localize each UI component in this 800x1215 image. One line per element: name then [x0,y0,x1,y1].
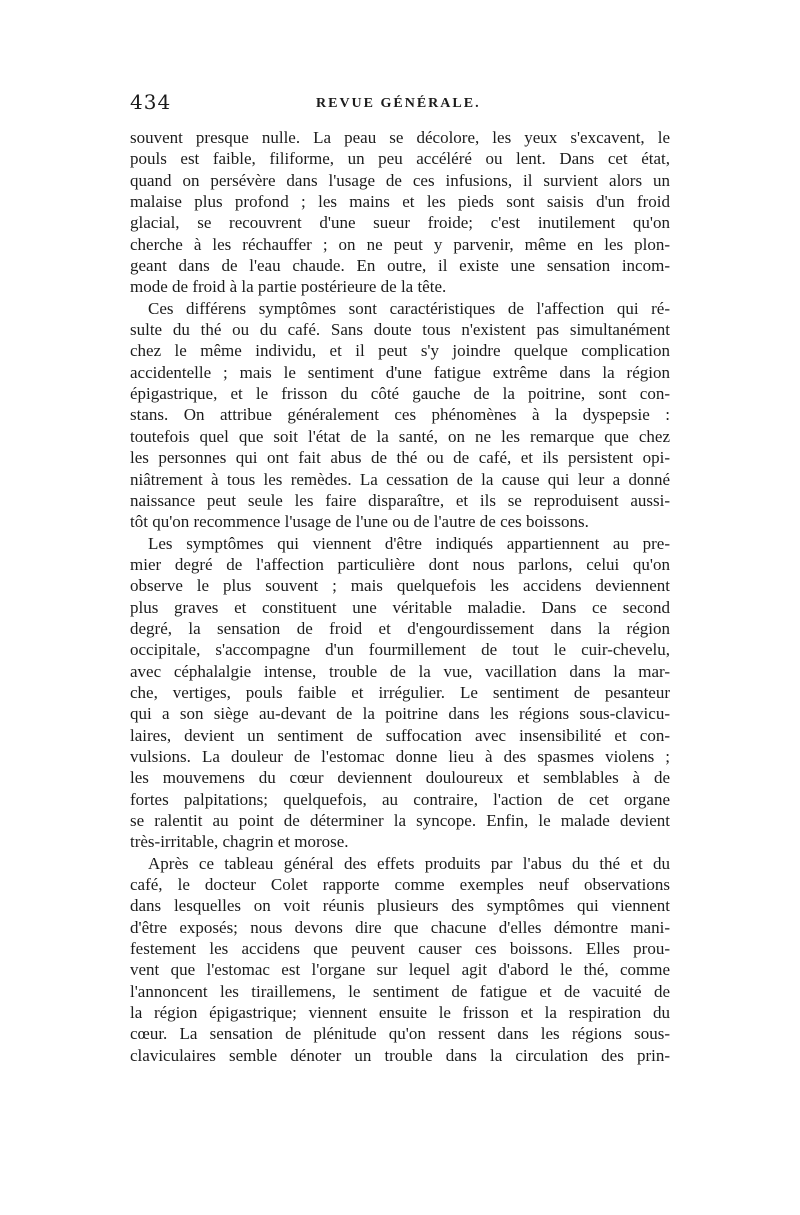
text-line: toutefois quel que soit l'état de la santé, on ne les remarque que chez [130,426,670,446]
text-line: épigastrique, et le frisson du côté gauche de la poitrine, sont con- [130,384,670,404]
text-line: chez le même individu, et il peut s'y joindre quelque complication [130,341,670,361]
text-line: Après ce tableau général des effets produits par l'abus du thé et du [148,853,670,873]
text-line: vulsions. La douleur de l'estomac donne lieu à des spasmes violens ; [130,746,670,766]
text-line: vent que l'estomac est l'organe sur lequel agit d'abord le thé, comme [130,960,670,980]
text-line: café, le docteur Colet rapporte comme exemples neuf observations [130,875,670,895]
text-line: quand on persévère dans l'usage de ces infusions, il survient alors un [130,170,670,190]
text-line: degré, la sensation de froid et d'engourdissement dans la région [130,618,670,638]
text-line: avec céphalalgie intense, trouble de la vue, vacillation dans la mar- [130,661,670,681]
text-line: Les symptômes qui viennent d'être indiqués appartiennent au pre- [148,533,670,553]
body-text [130,127,670,1066]
text-line: la région épigastrique; viennent ensuite le frisson et la respiration du [130,1003,670,1023]
text-line: d'être exposés; nous devons dire que chacune d'elles démontre mani- [130,917,670,937]
text-line: les personnes qui ont fait abus de thé ou de café, et ils persistent opi- [130,448,670,468]
text-line: cœur. La sensation de plénitude qu'on ressent dans les régions sous- [130,1024,670,1044]
page-header [130,90,670,130]
text-line: che, vertiges, pouls faible et irrégulier. Le sentiment de pesanteur [130,682,670,702]
text-line: cherche à les réchauffer ; on ne peut y parvenir, même en les plon- [130,234,670,254]
text-line: Ces différens symptômes sont caractéristiques de l'affection qui ré- [148,298,670,318]
text-line: glacial, se recouvrent d'une sueur froide; c'est inutilement qu'on [130,213,670,233]
text-line: mier degré de l'affection particulière dont nous parlons, celui qu'on [130,554,670,574]
text-line: observe le plus souvent ; mais quelquefois les accidens deviennent [130,576,670,596]
text-line: naissance peut seule les faire disparaître, et ils se reproduisent aussi- [130,490,670,510]
text-line: fortes palpitations; quelquefois, au contraire, l'action de cet organe [130,789,670,809]
text-line: malaise plus profond ; les mains et les pieds sont saisis d'un froid [130,192,670,212]
text-line: l'annoncent les tiraillemens, le sentiment de fatigue et de vacuité de [130,981,670,1001]
text-line: pouls est faible, filiforme, un peu accéléré ou lent. Dans cet état, [130,149,670,169]
text-line: les mouvemens du cœur deviennent douloureux et semblables à de [130,768,670,788]
text-line: stans. On attribue généralement ces phénomènes à la dyspepsie : [130,405,670,425]
text-line: claviculaires semble dénoter un trouble dans la circulation des prin- [130,1045,670,1065]
text-line: sulte du thé ou du café. Sans doute tous n'existent pas simultanément [130,320,670,340]
text-line: plus graves et constituent une véritable maladie. Dans ce second [130,597,670,617]
page-number: 434 [130,90,172,114]
text-line: tôt qu'on recommence l'usage de l'une ou de l'autre de ces boissons. [130,512,589,532]
text-line: festement les accidens que peuvent causer ces boissons. Elles prou- [130,939,670,959]
text-line: geant dans de l'eau chaude. En outre, il existe une sensation incom- [130,256,670,276]
text-line: mode de froid à la partie postérieure de la tête. [130,277,447,297]
text-line: qui a son siège au-devant de la poitrine dans les régions sous-clavicu- [130,704,670,724]
text-line: se ralentit au point de déterminer la syncope. Enfin, le malade devient [130,811,670,830]
running-title: REVUE GÉNÉRALE. [316,96,481,111]
text-line: dans lesquelles on voit réunis plusieurs des symptômes qui viennent [130,896,670,916]
text-line: souvent presque nulle. La peau se décolore, les yeux s'excavent, le [130,128,670,147]
text-line: accidentelle ; mais le sentiment d'une fatigue extrême dans la région [130,362,670,382]
text-line: très-irritable, chagrin et morose. [130,832,349,852]
text-line: laires, devient un sentiment de suffocation avec insensibilité et con- [130,725,670,745]
text-line: occipitale, s'accompagne d'un fourmillement de tout le cuir-chevelu, [130,640,670,660]
text-line: niâtrement à tous les remèdes. La cessation de la cause qui leur a donné [130,469,670,489]
